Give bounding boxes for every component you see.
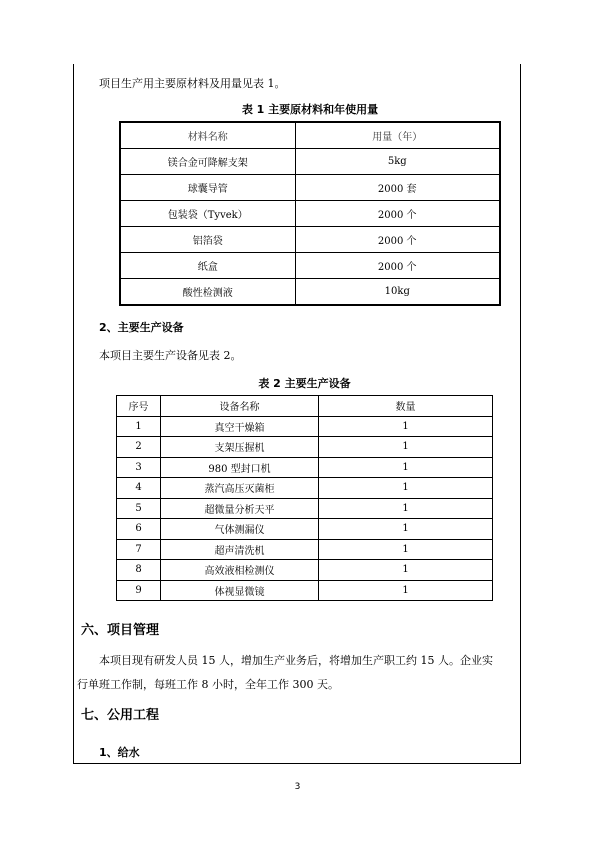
table-row bbox=[117, 580, 493, 601]
table2-intro: 本项目主要生产设备见表 2。 bbox=[99, 349, 242, 362]
equipment-name-cell: 980 型封口机 bbox=[161, 457, 319, 478]
table-row bbox=[120, 149, 500, 175]
equipment-name-cell: 高效液相检测仪 bbox=[161, 560, 319, 581]
serial-number-cell: 1 bbox=[117, 416, 161, 437]
equipment-name-cell: 蒸汽高压灭菌柜 bbox=[161, 478, 319, 499]
water-supply-title: 1、给水 bbox=[99, 746, 140, 759]
section6-paragraph-line1: 本项目现有研发人员 15 人，增加生产业务后，将增加生产职工约 15 人。企业实 bbox=[99, 654, 493, 667]
equipment-name-cell: 体视显微镜 bbox=[161, 580, 319, 601]
annual-usage-cell: 2000 个 bbox=[295, 227, 500, 253]
material-name-cell: 镁合金可降解支架 bbox=[120, 149, 295, 175]
material-name-cell: 铝箔袋 bbox=[120, 227, 295, 253]
section6-paragraph-line2: 行单班工作制，每班工作 8 小时，全年工作 300 天。 bbox=[77, 678, 339, 691]
table-row bbox=[120, 227, 500, 253]
table-row bbox=[117, 437, 493, 458]
serial-number-cell: 6 bbox=[117, 519, 161, 540]
table-row bbox=[117, 560, 493, 581]
annual-usage-cell: 5kg bbox=[295, 149, 500, 175]
section2-title: 2、主要生产设备 bbox=[99, 321, 184, 334]
quantity-cell: 1 bbox=[319, 498, 493, 519]
table-row bbox=[117, 539, 493, 560]
materials-table bbox=[119, 121, 501, 306]
serial-number-cell: 7 bbox=[117, 539, 161, 560]
table-row bbox=[120, 201, 500, 227]
quantity-cell: 1 bbox=[319, 539, 493, 560]
serial-number-cell: 9 bbox=[117, 580, 161, 601]
table-row bbox=[120, 175, 500, 201]
equipment-name-cell: 真空干燥箱 bbox=[161, 416, 319, 437]
annual-usage-cell: 2000 个 bbox=[295, 201, 500, 227]
material-name-cell: 包装袋（Tyvek） bbox=[120, 201, 295, 227]
table2-caption: 表 2 主要生产设备 bbox=[258, 377, 351, 390]
table-row bbox=[120, 279, 500, 306]
serial-number-cell: 3 bbox=[117, 457, 161, 478]
table1-caption: 表 1 主要原材料和年使用量 bbox=[241, 103, 379, 116]
annual-usage-cell: 10kg bbox=[295, 279, 500, 306]
annual-usage-cell: 2000 套 bbox=[295, 175, 500, 201]
table-header-row bbox=[120, 122, 500, 149]
quantity-cell: 1 bbox=[319, 437, 493, 458]
equipment-name-cell: 超声清洗机 bbox=[161, 539, 319, 560]
table1-intro: 项目生产用主要原材料及用量见表 1。 bbox=[99, 77, 286, 90]
material-name-cell: 纸盒 bbox=[120, 253, 295, 279]
page-number: 3 bbox=[294, 782, 301, 792]
column-header: 序号 bbox=[117, 396, 161, 417]
column-header: 数量 bbox=[319, 396, 493, 417]
quantity-cell: 1 bbox=[319, 519, 493, 540]
material-name-cell: 球囊导管 bbox=[120, 175, 295, 201]
equipment-table bbox=[116, 395, 493, 601]
serial-number-cell: 2 bbox=[117, 437, 161, 458]
table-header-row bbox=[117, 396, 493, 417]
section6-title: 六、项目管理 bbox=[81, 623, 160, 638]
table-row bbox=[117, 519, 493, 540]
column-header: 设备名称 bbox=[161, 396, 319, 417]
annual-usage-cell: 2000 个 bbox=[295, 253, 500, 279]
serial-number-cell: 4 bbox=[117, 478, 161, 499]
serial-number-cell: 8 bbox=[117, 560, 161, 581]
equipment-name-cell: 气体测漏仪 bbox=[161, 519, 319, 540]
quantity-cell: 1 bbox=[319, 416, 493, 437]
column-header: 用量（年） bbox=[295, 122, 500, 149]
quantity-cell: 1 bbox=[319, 478, 493, 499]
material-name-cell: 酸性检测液 bbox=[120, 279, 295, 306]
quantity-cell: 1 bbox=[319, 457, 493, 478]
serial-number-cell: 5 bbox=[117, 498, 161, 519]
equipment-name-cell: 支架压握机 bbox=[161, 437, 319, 458]
table-row bbox=[117, 457, 493, 478]
table-row bbox=[117, 478, 493, 499]
quantity-cell: 1 bbox=[319, 560, 493, 581]
table-row bbox=[120, 253, 500, 279]
equipment-name-cell: 超微量分析天平 bbox=[161, 498, 319, 519]
column-header: 材料名称 bbox=[120, 122, 295, 149]
quantity-cell: 1 bbox=[319, 580, 493, 601]
table-row bbox=[117, 498, 493, 519]
table-row bbox=[117, 416, 493, 437]
section7-title: 七、公用工程 bbox=[81, 708, 160, 723]
